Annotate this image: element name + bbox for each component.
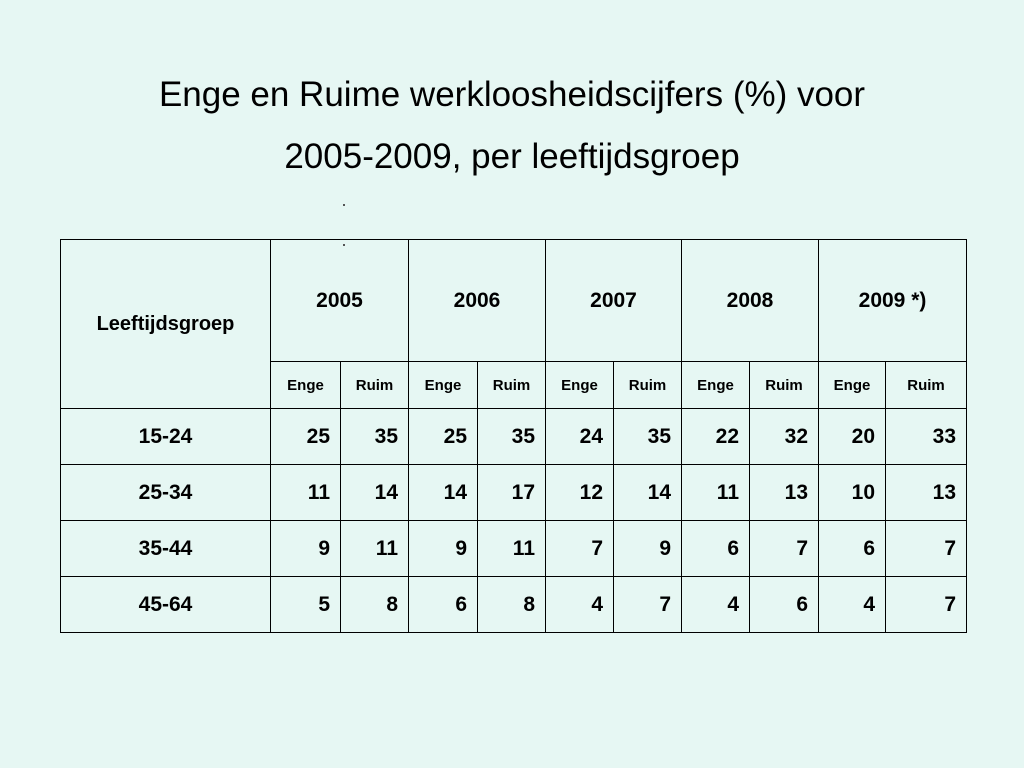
ruim-header: Ruim xyxy=(614,362,682,409)
enge-header: Enge xyxy=(409,362,478,409)
ruim-value-cell: 33 xyxy=(886,409,967,465)
year-header: 2009 *) xyxy=(819,240,967,362)
year-header: 2007 xyxy=(546,240,682,362)
ruim-header: Ruim xyxy=(341,362,409,409)
ruim-value-cell: 35 xyxy=(341,409,409,465)
ruim-header: Ruim xyxy=(478,362,546,409)
enge-value-cell: 10 xyxy=(819,465,886,521)
table-body xyxy=(61,409,967,633)
ruim-value-cell: 14 xyxy=(614,465,682,521)
year-header: 2005 xyxy=(271,240,409,362)
ruim-value-cell: 35 xyxy=(478,409,546,465)
enge-value-cell: 4 xyxy=(682,577,750,633)
age-group-header: Leeftijdsgroep xyxy=(61,240,271,409)
enge-value-cell: 11 xyxy=(682,465,750,521)
stray-dot xyxy=(343,204,345,206)
ruim-value-cell: 35 xyxy=(614,409,682,465)
enge-header: Enge xyxy=(682,362,750,409)
enge-value-cell: 4 xyxy=(546,577,614,633)
title-line-1: Enge en Ruime werkloosheidscijfers (%) voor xyxy=(158,75,866,114)
enge-header: Enge xyxy=(546,362,614,409)
ruim-header: Ruim xyxy=(886,362,967,409)
enge-value-cell: 4 xyxy=(819,577,886,633)
table-row xyxy=(61,409,967,465)
ruim-value-cell: 11 xyxy=(478,521,546,577)
ruim-value-cell: 9 xyxy=(614,521,682,577)
enge-value-cell: 9 xyxy=(409,521,478,577)
table-row xyxy=(61,521,967,577)
enge-header: Enge xyxy=(271,362,341,409)
enge-value-cell: 24 xyxy=(546,409,614,465)
ruim-value-cell: 13 xyxy=(750,465,819,521)
enge-value-cell: 22 xyxy=(682,409,750,465)
year-header: 2006 xyxy=(409,240,546,362)
ruim-value-cell: 8 xyxy=(478,577,546,633)
enge-value-cell: 14 xyxy=(409,465,478,521)
table-row xyxy=(61,465,967,521)
ruim-value-cell: 13 xyxy=(886,465,967,521)
enge-value-cell: 6 xyxy=(409,577,478,633)
year-header-row xyxy=(61,240,967,362)
enge-value-cell: 6 xyxy=(819,521,886,577)
age-group-cell: 35-44 xyxy=(61,521,271,577)
title-line-2: 2005-2009, per leeftijdsgroep xyxy=(284,137,740,176)
enge-value-cell: 11 xyxy=(271,465,341,521)
enge-value-cell: 12 xyxy=(546,465,614,521)
enge-value-cell: 25 xyxy=(409,409,478,465)
ruim-value-cell: 6 xyxy=(750,577,819,633)
enge-value-cell: 25 xyxy=(271,409,341,465)
enge-value-cell: 20 xyxy=(819,409,886,465)
ruim-value-cell: 14 xyxy=(341,465,409,521)
ruim-value-cell: 7 xyxy=(750,521,819,577)
ruim-value-cell: 32 xyxy=(750,409,819,465)
enge-value-cell: 9 xyxy=(271,521,341,577)
unemployment-table xyxy=(60,239,967,633)
slide-title xyxy=(0,64,1024,188)
ruim-value-cell: 8 xyxy=(341,577,409,633)
enge-value-cell: 5 xyxy=(271,577,341,633)
year-header: 2008 xyxy=(682,240,819,362)
enge-value-cell: 7 xyxy=(546,521,614,577)
table-row xyxy=(61,577,967,633)
ruim-value-cell: 7 xyxy=(886,521,967,577)
age-group-cell: 45-64 xyxy=(61,577,271,633)
ruim-value-cell: 17 xyxy=(478,465,546,521)
enge-header: Enge xyxy=(819,362,886,409)
ruim-value-cell: 7 xyxy=(614,577,682,633)
ruim-value-cell: 11 xyxy=(341,521,409,577)
age-group-cell: 15-24 xyxy=(61,409,271,465)
ruim-value-cell: 7 xyxy=(886,577,967,633)
ruim-header: Ruim xyxy=(750,362,819,409)
age-group-cell: 25-34 xyxy=(61,465,271,521)
enge-value-cell: 6 xyxy=(682,521,750,577)
